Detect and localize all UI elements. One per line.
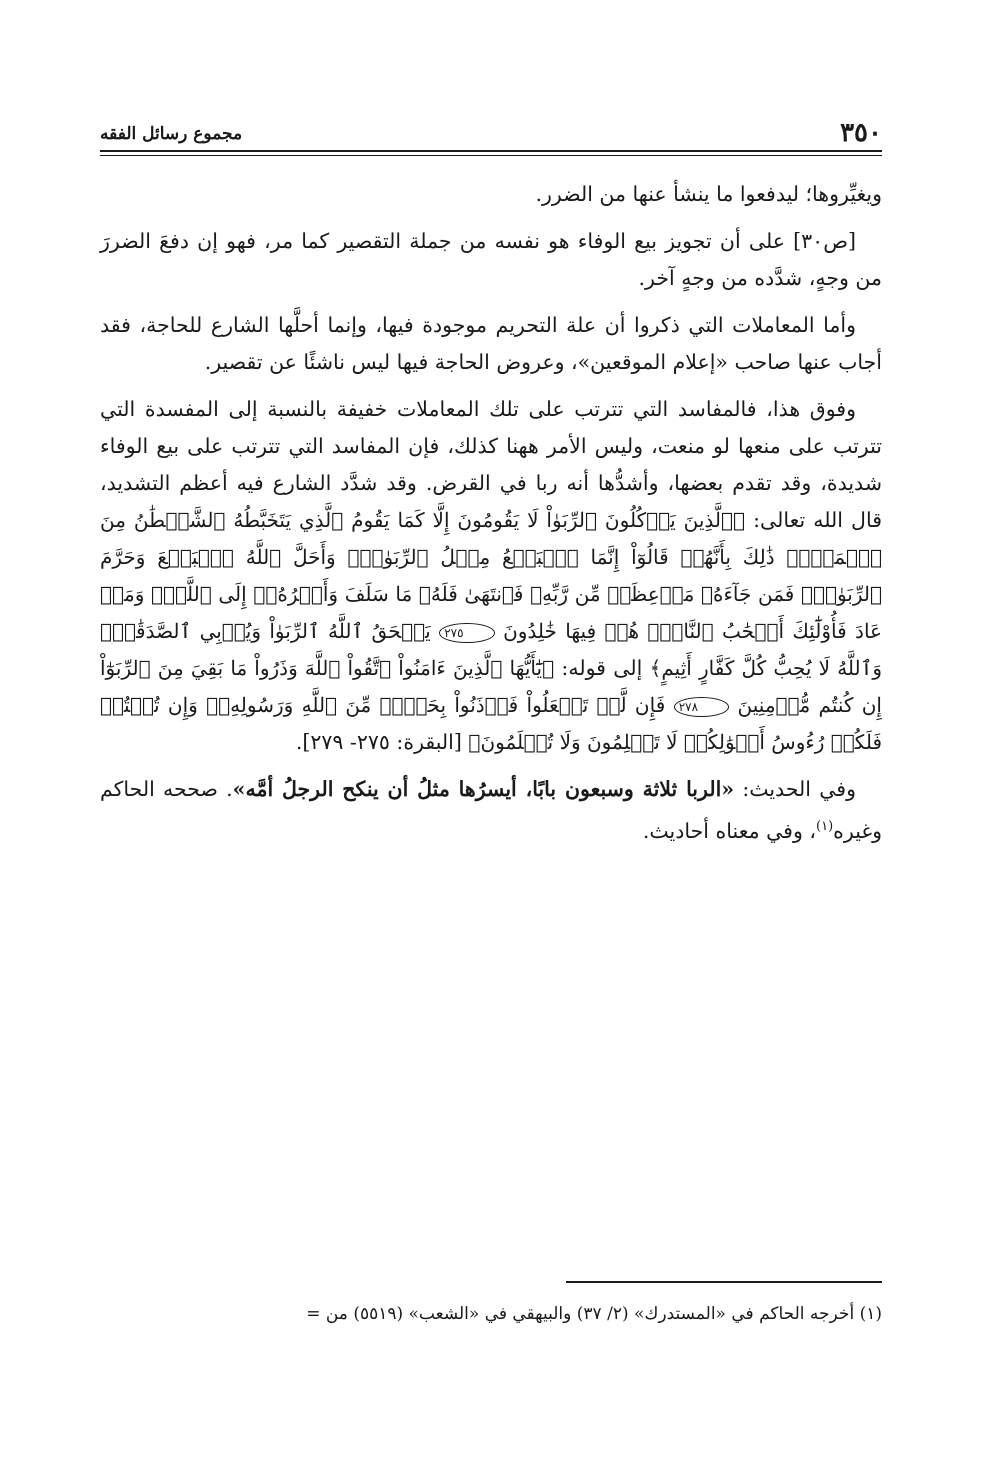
- quran-verse-276: يَمۡحَقُ ٱللَّهُ ٱلرِّبَوٰاْ وَيُرۡبِي ٱلصَّدَقَٰتِۗ وَٱللَّهُ لَا يُحِبُّ كُلَّ كَفَّارٍ أَثِيمٍ: [100, 619, 883, 680]
- paragraph-3: وأما المعاملات التي ذكروا أن علة التحريم موجودة فيها، وإنما أحلَّها الشارع للحاجة، فقد أجاب عنها صاحب «إعلام الموقعين»، وعروض الحاجة فيها ليس ناشئًا عن تقصير.: [100, 313, 882, 374]
- hadith-lead: وفي الحديث:: [734, 777, 857, 801]
- header-rule-thin: [100, 155, 882, 156]
- main-text: [100, 176, 882, 860]
- hadith-source: . صححه الحاكم وغيره: [100, 777, 882, 843]
- page-header: [100, 108, 882, 148]
- quran-verse-275: ٱلَّذِينَ يَأۡكُلُونَ ٱلرِّبَوٰاْ لَا يَقُومُونَ إِلَّا كَمَا يَقُومُ ٱلَّذِي يَتَخَبَّطُهُ ٱلشَّيۡطَٰنُ مِنَ ٱلۡمَسِّۚ ذَٰلِكَ بِأَنَّهُمۡ قَالُوٓاْ إِنَّمَا ٱلۡبَيۡعُ مِثۡلُ ٱلرِّبَوٰاْۗ وَأَحَلَّ ٱللَّهُ ٱلۡبَيۡعَ وَحَرَّمَ ٱلرِّبَوٰاْۚ فَمَن جَآءَهُۥ مَوۡعِظَةٞ مِّن رَّبِّهِۦ فَٱنتَهَىٰ فَلَهُۥ مَا سَلَفَ وَأَمۡرُهُۥٓ إِلَى ٱللَّهِۖ وَمَنۡ عَادَ فَأُوْلَٰٓئِكَ أَصۡحَٰبُ ٱلنَّارِۖ هُمۡ فِيهَا خَٰلِدُونَ: [100, 508, 882, 643]
- quran-bracket-open-2: ﴿: [542, 656, 555, 680]
- quran-verse-278: يَٰٓأَيُّهَا ٱلَّذِينَ ءَامَنُواْ ٱتَّقُواْ ٱللَّهَ وَذَرُواْ مَا بَقِيَ مِنَ ٱلرِّبَوٰٓاْ إِن كُنتُم مُّؤۡمِنِينَ: [100, 656, 882, 717]
- quran-bracket-close: ﴾: [649, 656, 662, 680]
- paragraph-4: [100, 391, 882, 761]
- paragraph-4-text: وفوق هذا، فالمفاسد التي تترتب على تلك المعاملات خفيفة بالنسبة إلى المفسدة التي تترتب على منعها لو منعت، وليس الأمر ههنا كذلك، فإن المفاسد التي تترتب على بيع الوفاء شديدة، وقد تقدم بعضها، وأشدُّها أنه ربا في القرض. وقد شدَّد الشارع فيه أعظم التشديد، قال الله تعالى:: [100, 397, 882, 532]
- paragraph-2: [ص٣٠] على أن تجويز بيع الوفاء هو نفسه من جملة التقصير كما مر، فهو إن دفعَ الضررَ من وجهٍ، شدَّده من وجهٍ آخر.: [100, 229, 882, 290]
- paragraph-1: ويغيِّروها؛ ليدفعوا ما ينشأ عنها من الضرر.: [535, 182, 882, 206]
- footnote-separator: [566, 1281, 882, 1283]
- quran-bracket-close-2: ﴾: [468, 730, 481, 754]
- quran-bracket-open: ﴿: [732, 508, 745, 532]
- ayah-number-278: ٢٧٨: [674, 697, 729, 717]
- paragraph-5: [100, 771, 882, 850]
- hadith-tail: ، وفي معناه أحاديث.: [642, 818, 816, 843]
- bridge-text: إلى قوله:: [561, 656, 643, 680]
- ayah-number-275: ٢٧٥: [439, 623, 494, 643]
- header-rule-thick: [100, 150, 882, 152]
- verse-citation: [البقرة: ٢٧٥- ٢٧٩].: [295, 730, 462, 754]
- footnote-1: (١) أخرجه الحاكم في «المستدرك» (٢/ ٣٧) والبيهقي في «الشعب» (٥٥١٩) من =: [306, 1304, 882, 1324]
- footnote-reference: (١): [816, 819, 834, 834]
- hadith-quote: «الربا ثلاثة وسبعون بابًا، أيسرُها مثلُ أن ينكح الرجلُ أمَّه»: [232, 777, 735, 801]
- running-title: مجموع رسائل الفقه: [100, 124, 243, 144]
- page-number: ٣٥٠: [840, 118, 882, 148]
- quran-verse-279: فَإِن لَّمۡ تَفۡعَلُواْ فَأۡذَنُواْ بِحَرۡبٖ مِّنَ ٱللَّهِ وَرَسُولِهِۦۖ وَإِن تُبۡتُمۡ فَلَكُمۡ رُءُوسُ أَمۡوَٰلِكُمۡ لَا تَظۡلِمُونَ وَلَا تُظۡلَمُونَ: [100, 693, 882, 754]
